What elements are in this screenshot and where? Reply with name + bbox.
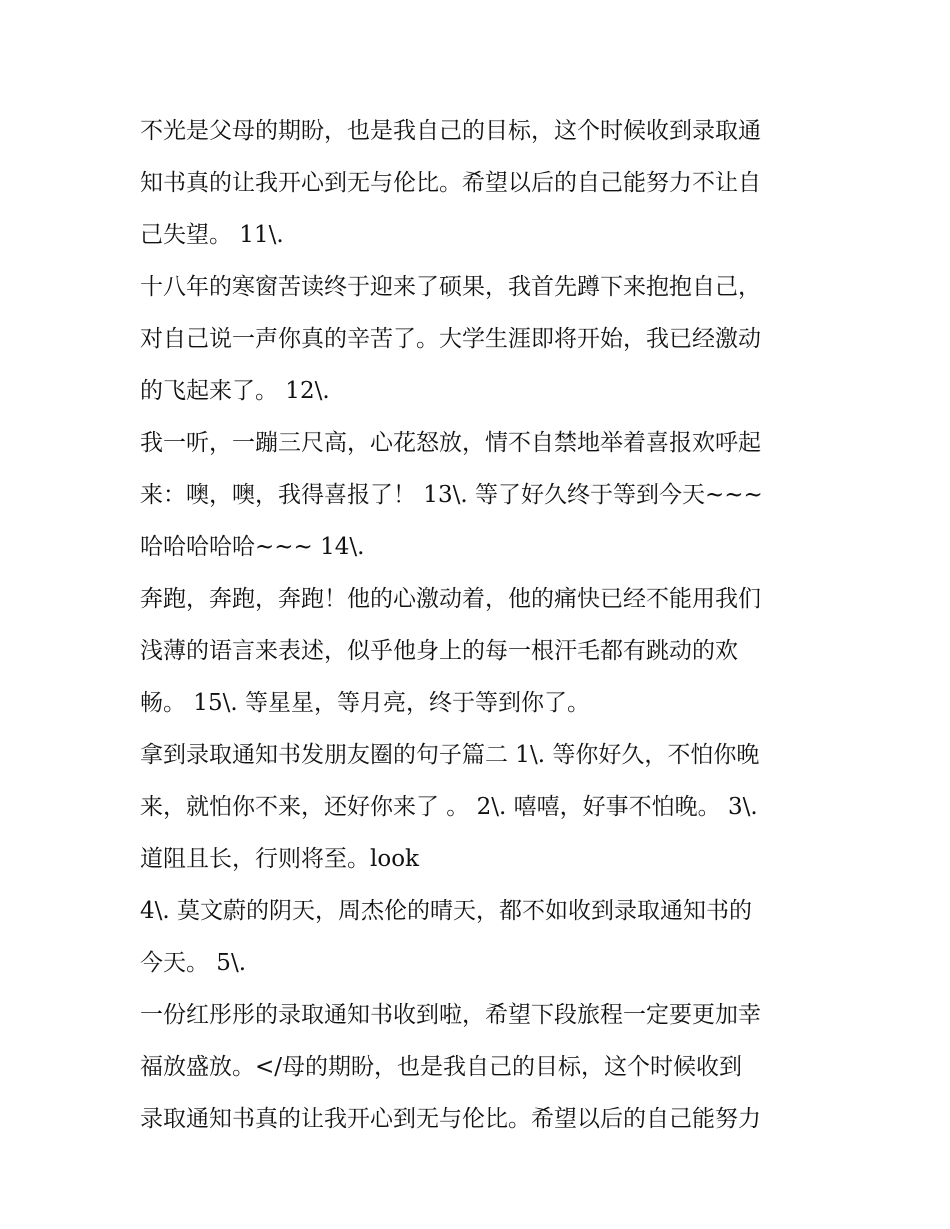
text-line: 来：噢，噢，我得喜报了！ 13\. 等了好久终于等到今天~~~ xyxy=(140,482,763,508)
text-line: 来，就怕你不来，还好你来了 。 2\. 嘻嘻，好事不怕晚。 3\. xyxy=(140,794,758,820)
text-line: 十八年的寒窗苦读终于迎来了硕果，我首先蹲下来抱抱自己， xyxy=(140,274,761,300)
text-line: 奔跑，奔跑，奔跑！他的心激动着，他的痛快已经不能用我们 xyxy=(140,586,761,612)
text-line: 一份红彤彤的录取通知书收到啦，希望下段旅程一定要更加幸 xyxy=(140,1002,761,1028)
text-line: 4\. 莫文蔚的阴天，周杰伦的晴天，都不如收到录取通知书的 xyxy=(140,898,753,924)
text-line: 福放盛放。</母的期盼，也是我自己的目标，这个时候收到 xyxy=(140,1054,743,1080)
text-line: 道阻且长，行则将至。look xyxy=(140,846,419,872)
text-line: 的飞起来了。 12\. xyxy=(140,378,330,404)
text-line: 今天。 5\. xyxy=(140,950,247,976)
text-line: 浅薄的语言来表述，似乎他身上的每一根汗毛都有跳动的欢 xyxy=(140,638,738,664)
text-line: 畅。 15\. 等星星，等月亮，终于等到你了。 xyxy=(140,690,590,716)
text-line: 不光是父母的期盼，也是我自己的目标，这个时候收到录取通 xyxy=(140,118,761,144)
text-line: 拿到录取通知书发朋友圈的句子篇二 1\. 等你好久，不怕你晚 xyxy=(140,742,760,768)
text-line: 哈哈哈哈哈~~~ 14\. xyxy=(140,534,365,560)
text-line: 录取通知书真的让我开心到无与伦比。希望以后的自己能努力 xyxy=(140,1106,761,1132)
text-line: 我一听，一蹦三尺高，心花怒放，情不自禁地举着喜报欢呼起 xyxy=(140,430,761,456)
body-text xyxy=(140,105,820,1145)
text-line: 知书真的让我开心到无与伦比。希望以后的自己能努力不让自 xyxy=(140,170,761,196)
text-line: 对自己说一声你真的辛苦了。大学生涯即将开始，我已经激动 xyxy=(140,326,761,352)
text-line: 己失望。 11\. xyxy=(140,222,284,248)
